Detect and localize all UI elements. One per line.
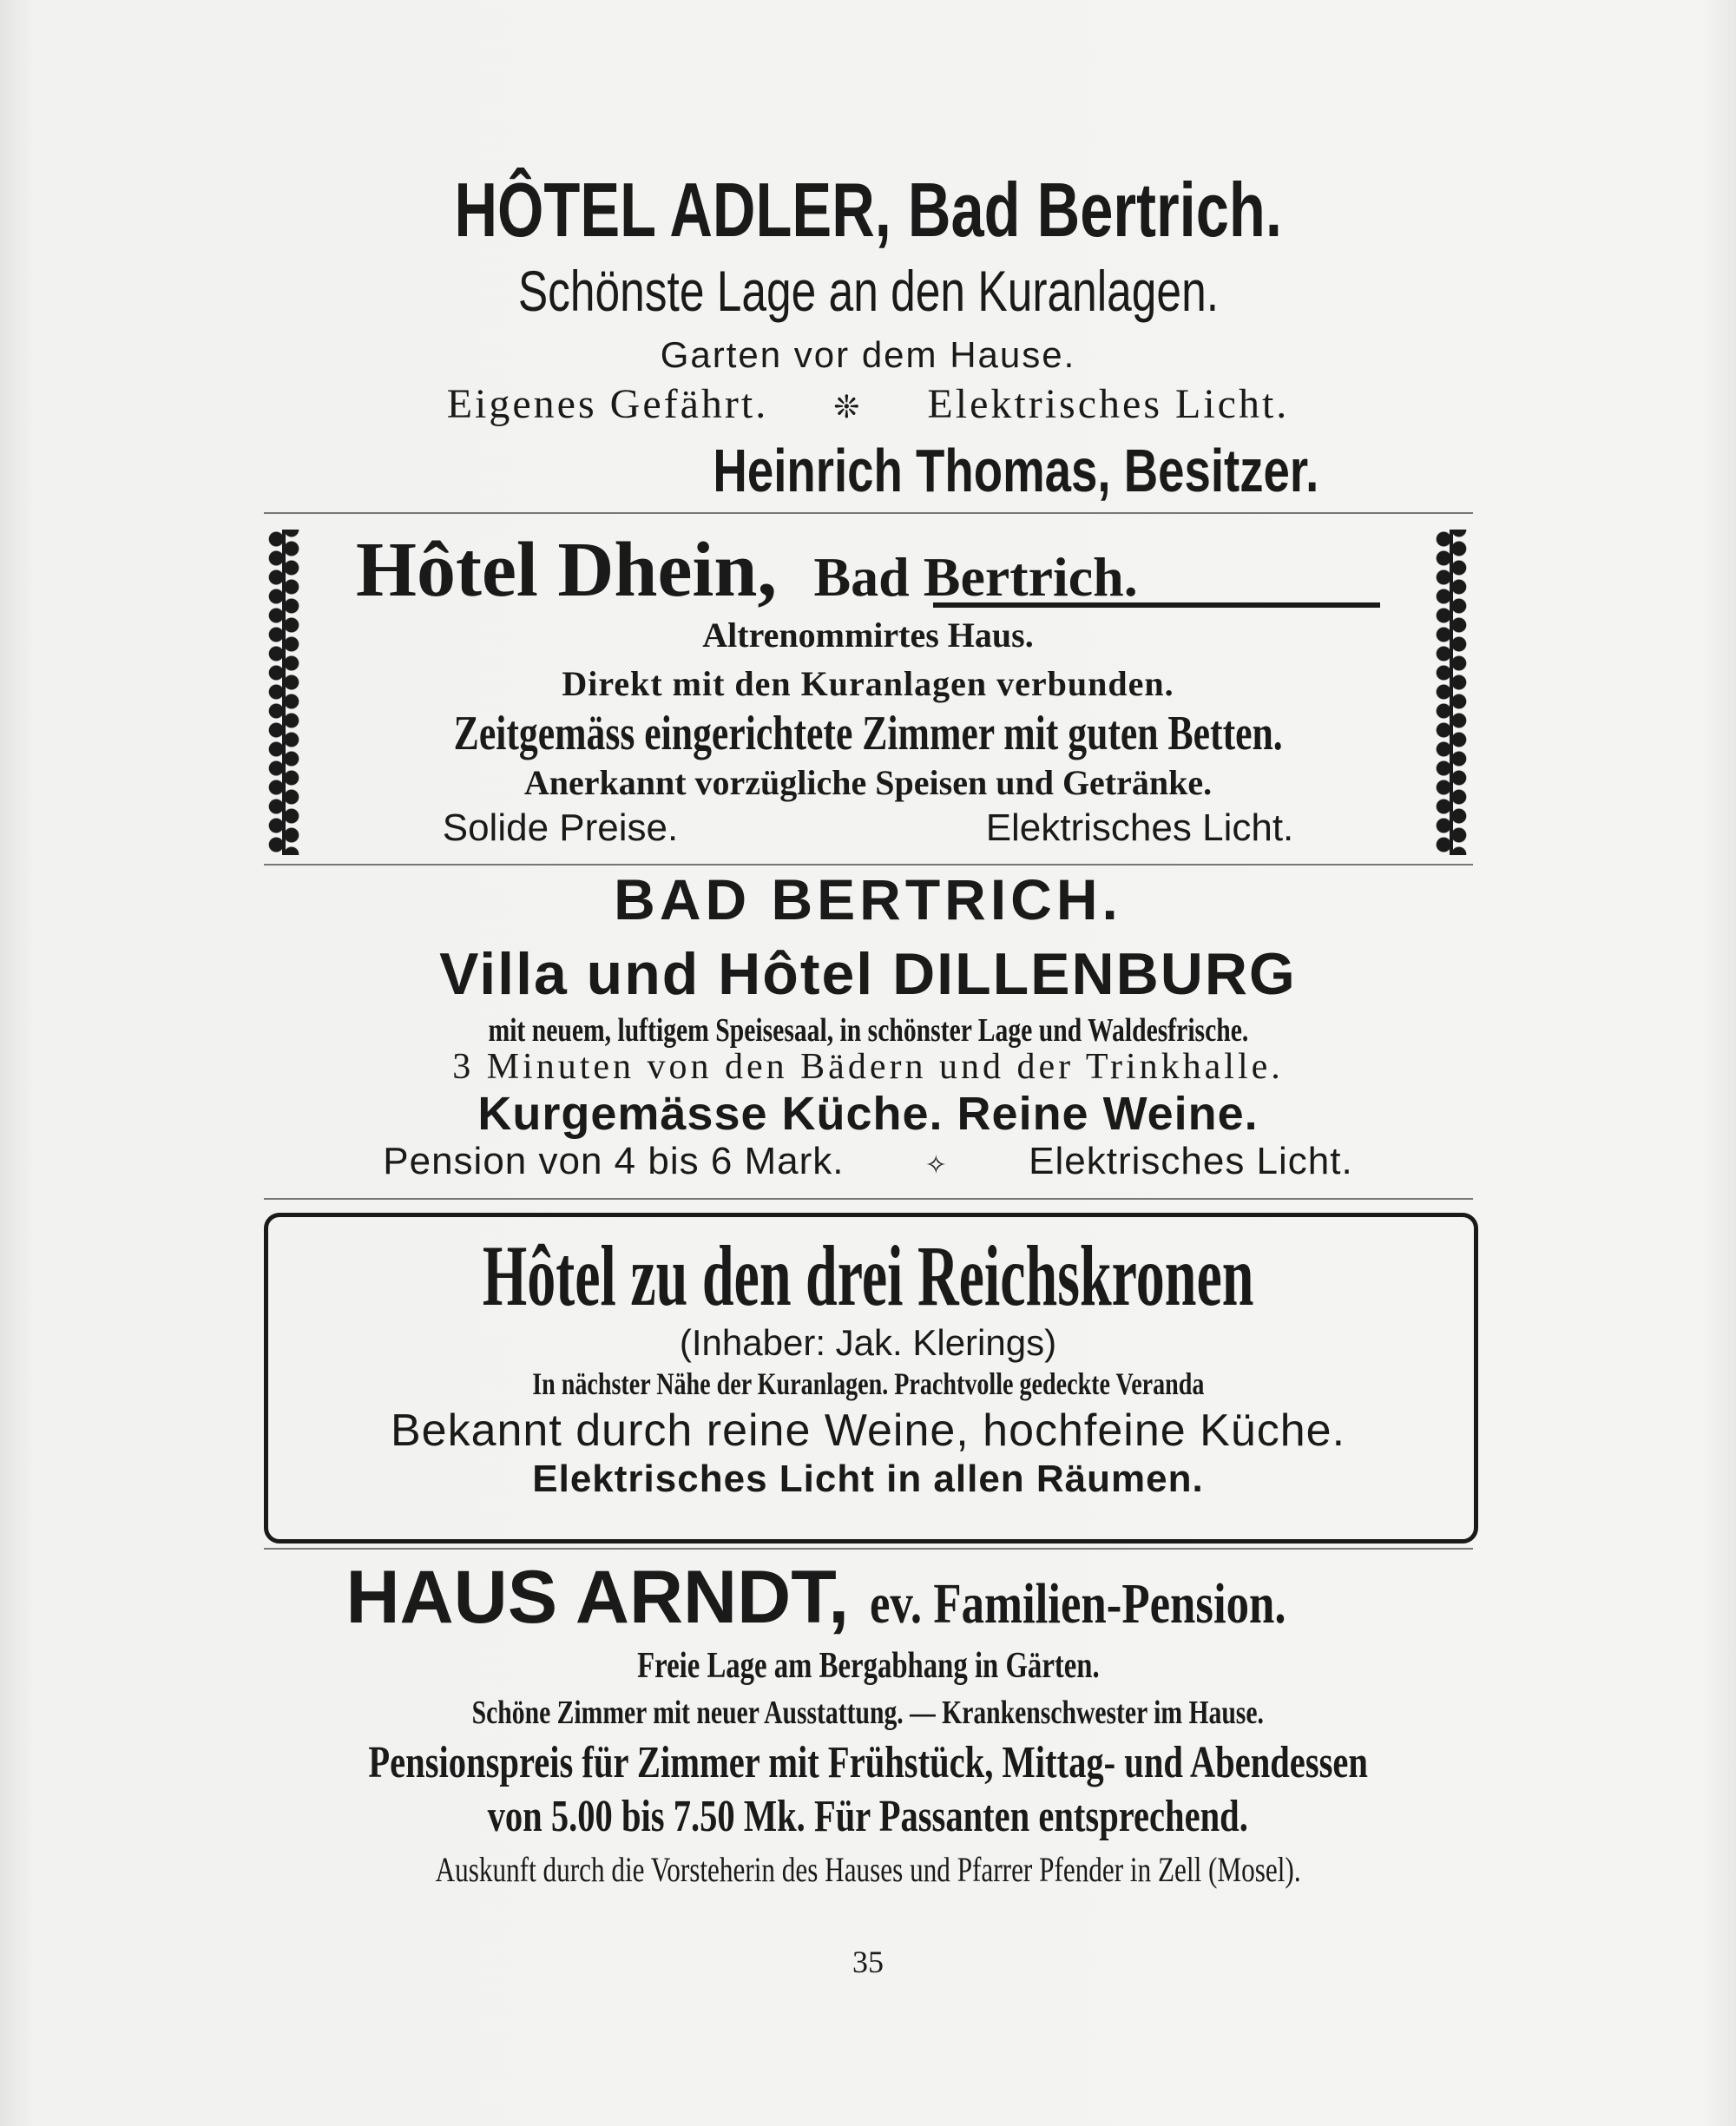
dhein-line4: Anerkannt vorzügliche Speisen und Getränke.	[523, 763, 1213, 802]
dillenburg-line4	[217, 1141, 1519, 1187]
page-number: 35	[852, 1945, 884, 1979]
asterisk-ornament-icon: ❊	[833, 390, 863, 425]
arndt-line5-text: Auskunft durch die Vorsteherin des Hauses und Pfarrer Pfender in Zell (Mosel).	[435, 1850, 1301, 1889]
dillenburg-line1	[217, 1012, 1519, 1049]
arndt-line4	[217, 1793, 1519, 1841]
arndt-title-name: HAUS ARNDT,	[345, 1556, 850, 1639]
dhein-line3-text: Zeitgemäss eingerichtete Zimmer mit guten Betten.	[453, 707, 1283, 760]
reichskronen-title	[217, 1228, 1519, 1324]
arndt-line2-text: Schöne Zimmer mit neuer Ausstattung. — Krankenschwester im Hause.	[471, 1695, 1265, 1731]
adler-owner	[365, 438, 1667, 503]
reichskronen-line1-text: In nächster Nähe der Kuranlagen. Prachtvolle gedeckte Veranda	[531, 1366, 1205, 1401]
adler-line1-text: Schönste Lage an den Kuranlagen.	[517, 259, 1219, 323]
adler-line3-right: Elektrisches Licht.	[927, 381, 1290, 427]
dillenburg-line1-text: mit neuem, luftigem Speisesaal, in schönster Lage und Waldesfrische.	[488, 1012, 1248, 1049]
divider	[264, 512, 1473, 514]
reichskronen-line1	[217, 1366, 1519, 1401]
star-ornament-icon: ✧	[924, 1151, 948, 1180]
divider	[264, 1198, 1473, 1200]
arndt-line2	[217, 1695, 1519, 1731]
adler-owner-text: Heinrich Thomas, Besitzer.	[713, 437, 1318, 504]
dhein-line5-right: Elektrisches Licht.	[985, 806, 1294, 849]
dhein-line5	[217, 807, 1519, 849]
dillenburg-line4-right: Elektrisches Licht.	[1029, 1140, 1353, 1182]
arndt-line3	[217, 1739, 1519, 1787]
dhein-title-place: Bad Bertrich.	[813, 546, 1138, 608]
arndt-line3-text: Pensionspreis für Zimmer mit Frühstück, Mittag- und Abendessen	[368, 1738, 1368, 1787]
reichskronen-title-text: Hôtel zu den drei Reichskronen	[482, 1228, 1254, 1324]
dillenburg-line4-left: Pension von 4 bis 6 Mark.	[383, 1140, 845, 1182]
dillenburg-title: Villa und Hôtel DILLENBURG	[439, 941, 1297, 1007]
dhein-title-name: Hôtel Dhein,	[356, 527, 777, 613]
reichskronen-owner: (Inhaber: Jak. Klerings)	[679, 1322, 1057, 1363]
divider	[264, 1548, 1473, 1550]
dhein-line1: Altrenommirtes Haus.	[702, 615, 1034, 655]
dhein-line5-left: Solide Preise.	[442, 806, 679, 849]
reichskronen-line2: Bekannt durch reine Weine, hochfeine Küche.	[390, 1405, 1346, 1456]
adler-line3	[217, 382, 1519, 430]
divider	[264, 864, 1473, 866]
arndt-line1	[217, 1646, 1519, 1686]
adler-line1	[217, 260, 1519, 321]
reichskronen-line3: Elektrisches Licht in allen Räumen.	[532, 1458, 1204, 1500]
dhein-line3	[217, 708, 1519, 760]
arndt-line1-text: Freie Lage am Bergabhang in Gärten.	[636, 1646, 1100, 1686]
title-underline	[933, 602, 1380, 608]
arndt-line5	[217, 1851, 1519, 1889]
arndt-title-sub: ev. Familien-Pension.	[870, 1572, 1286, 1636]
dhein-line2: Direkt mit den Kuranlagen verbunden.	[562, 664, 1174, 703]
arndt-title	[217, 1556, 1519, 1642]
adler-title-text: HÔTEL ADLER, Bad Bertrich.	[454, 167, 1282, 253]
dillenburg-heading: BAD BERTRICH.	[614, 867, 1122, 931]
dillenburg-line2: 3 Minuten von den Bädern und der Trinkhalle.	[452, 1047, 1284, 1087]
arndt-line4-text: von 5.00 bis 7.50 Mk. Für Passanten entsprechend.	[487, 1792, 1249, 1841]
adler-line3-left: Eigenes Gefährt.	[446, 381, 769, 427]
dillenburg-line3: Kurgemässe Küche. Reine Weine.	[477, 1088, 1259, 1140]
adler-title	[217, 167, 1519, 253]
adler-line2: Garten vor dem Hause.	[660, 334, 1076, 375]
